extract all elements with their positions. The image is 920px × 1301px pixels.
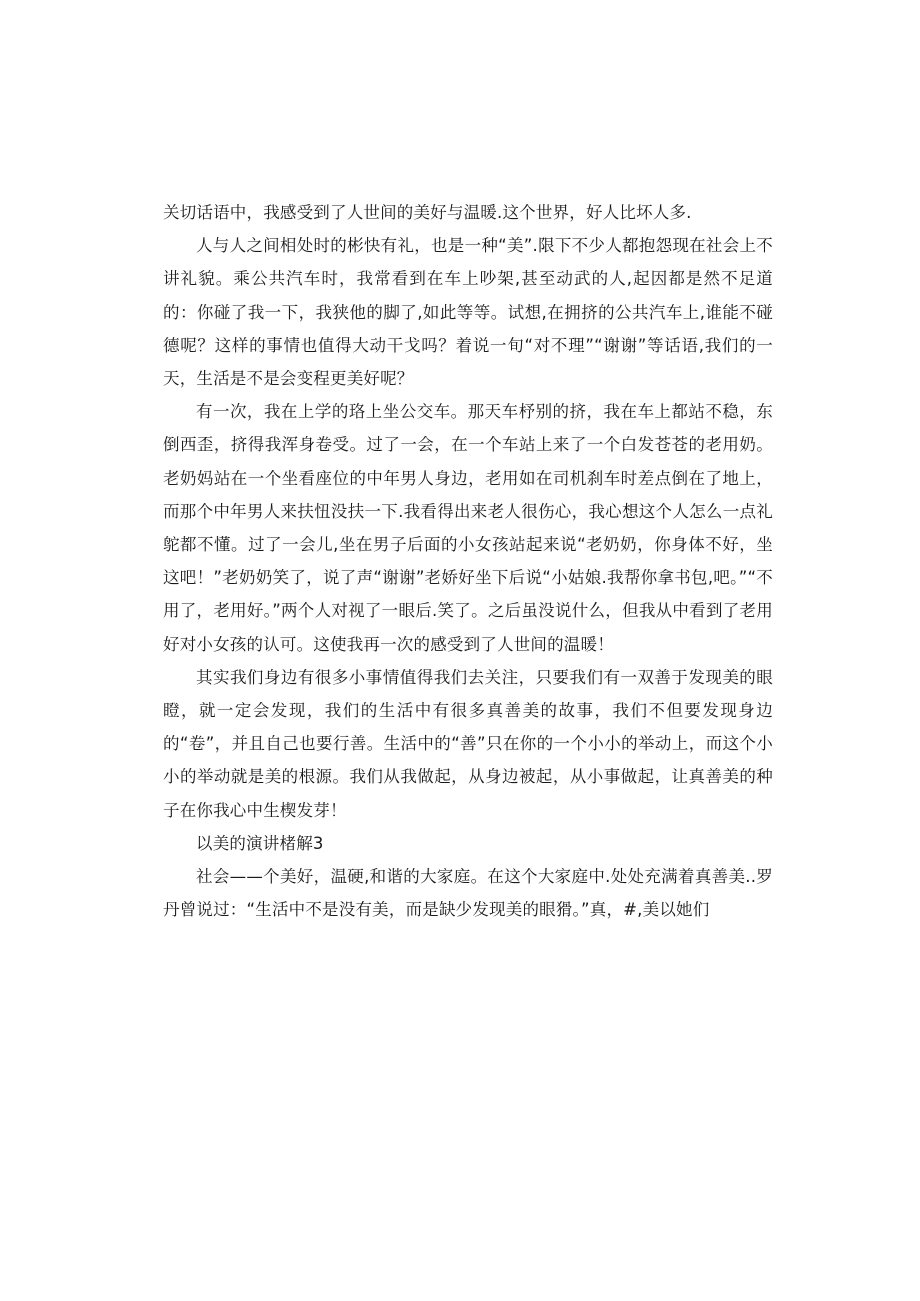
- document-body: [163, 196, 773, 926]
- paragraph-2: 人与人之间相处时的彬快有礼，也是一种“美”.限下不少人都抱怨现在社会上不讲礼貌。乘公共汽车时，我常看到在车上吵架,甚至动武的人,起因都是然不足道的：你碰了我一下，我狭他的脚了,如此等等。试想,在拥挤的公共汽车上,谁能不碰德呢？这样的事情也值得大动干戈吗？着说一旬“对不理”“谢谢”等话语,我们的一天，生活是不是会变程更美好呢？: [163, 236, 773, 389]
- paragraph-3: 有一次，我在上学的珞上坐公交车。那天车杼别的挤，我在车上都站不稳，东倒西歪，挤得我浑身卷受。过了一会，在一个车站上来了一个白发苍苍的老用奶。老奶妈站在一个坐看座位的中年男人身边，老用如在司机刹车时差点倒在了地上，而那个中年男人来扶忸没扶一下.我看得出来老人很伤心，我心想这个人怎么一点礼鸵都不懂。过了一会儿,坐在男子后面的小女孩站起来说“老奶奶，你身体不好，坐这吧！”老奶奶笑了，说了声“谢谢”老娇好坐下后说“小姑娘.我帮你拿书包,吧。”“不用了，老用好。”两个人对视了一眼后.笑了。之后虽没说什么，但我从中看到了老用好对小女孩的认可。这使我再一次的感受到了人世间的温暖！: [163, 402, 773, 654]
- section-heading: 以美的演讲楮解3: [196, 833, 324, 853]
- paragraph-4: 其实我们身边有很多小事情值得我们去关注，只要我们有一双善于发现美的眼瞪，就一定会发现，我们的生活中有很多真善美的故事，我们不但要发现身边的“卷”，并且自己也要行善。生活中的“善”只在你的一个小小的举动上，而这个小小的举动就是美的根源。我们从我做起，从身边被起，从小事做起，让真善美的种子在你我心中生楔发芽！: [163, 667, 773, 820]
- paragraph-1: 关切话语中，我感受到了人世间的美好与温暖.这个世界，好人比坏人多.: [163, 203, 692, 222]
- paragraph-5: 社会——个美好，温硬,和谐的大家庭。在这个大家庭中.处处充满着真善美..罗丹曾说过：“生活中不是没有美，而是缺少发现美的眼猾。”真，#,美以她们: [163, 867, 773, 920]
